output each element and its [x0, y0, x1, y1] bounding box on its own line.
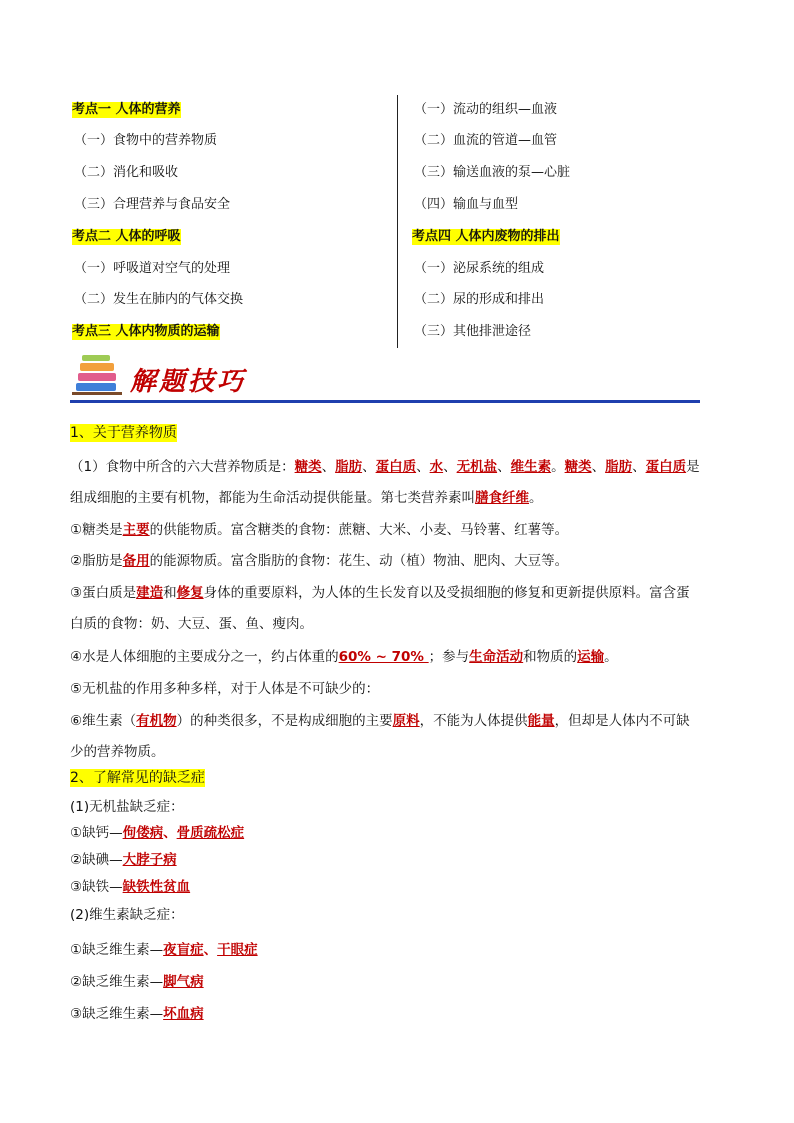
paragraph-nutrients	[70, 458, 700, 476]
paragraph-protein-line2: 白质的食物：奶、大豆、蛋、鱼、瘦肉。	[70, 616, 313, 632]
keyword: 大脖子病	[122, 852, 177, 868]
keyword: 能量	[527, 713, 555, 729]
text: ①缺乏维生素—	[70, 942, 164, 958]
text: ①糖类是	[70, 522, 123, 538]
text: 、	[497, 459, 511, 475]
keyword: 有机物	[136, 713, 177, 729]
keyword: 糖类	[294, 459, 322, 475]
text: ③缺乏维生素—	[70, 1006, 164, 1022]
keyword: 脚气病	[163, 974, 204, 990]
subheading-minerals: (1)无机盐缺乏症：	[70, 799, 184, 815]
paragraph-vitamins	[70, 712, 690, 730]
banner	[72, 353, 712, 403]
toc-subtopic: （二）发生在肺内的气体交换	[74, 292, 244, 307]
text: 身体的重要原料，为人体的生长发育以及受损细胞的修复和更新提供原料。富含蛋	[203, 585, 690, 601]
text: 、	[416, 459, 430, 475]
keyword: 维生素	[510, 459, 552, 475]
text: ，但却是人体内不可缺	[554, 713, 690, 729]
section-heading: 1、关于营养物质	[70, 425, 177, 441]
banner-title: 解题技巧	[130, 367, 247, 397]
keyword: 脂肪	[605, 459, 633, 475]
text: ，不能为人体提供	[419, 713, 528, 729]
deficiency-vitamin-a	[70, 941, 258, 959]
text: ③蛋白质是	[70, 585, 137, 601]
text: 。	[604, 649, 618, 665]
deficiency-calcium	[70, 824, 244, 842]
toc-subtopic: （一）呼吸道对空气的处理	[74, 261, 231, 276]
deficiency-vitamin-c	[70, 1005, 204, 1023]
keyword: 备用	[122, 553, 150, 569]
keyword: 运输	[577, 649, 605, 665]
text: 和物质的	[523, 649, 578, 665]
text: ③缺铁—	[70, 879, 123, 895]
keyword: 、	[163, 825, 177, 841]
toc-topic-heading: 考点一 人体的营养	[72, 102, 181, 117]
toc-subtopic: （四）输血与血型	[414, 197, 519, 212]
keyword: 干眼症	[217, 942, 258, 958]
keyword: 主要	[122, 522, 150, 538]
paragraph-fat	[70, 552, 568, 570]
subheading-vitamins: (2)维生素缺乏症：	[70, 907, 184, 923]
books-icon	[72, 353, 124, 397]
text: 、	[362, 459, 376, 475]
paragraph-minerals: ⑤无机盐的作用多种多样，对于人体是不可缺少的：	[70, 681, 380, 697]
text: 是	[686, 459, 700, 475]
paragraph-vitamins-line2: 少的营养物质。	[70, 744, 165, 760]
toc-subtopic: （三）输送血液的泵—心脏	[414, 165, 571, 180]
keyword: 建造	[136, 585, 164, 601]
text: （1）食物中所含的六大营养物质是：	[70, 459, 295, 475]
keyword: 缺铁性贫血	[122, 879, 191, 895]
keyword: 蛋白质	[375, 459, 417, 475]
toc-topic-heading: 考点三 人体内物质的运输	[72, 324, 220, 339]
toc-subtopic: （一）食物中的营养物质	[74, 133, 218, 148]
text: 的供能物质。富含糖类的食物：蔗糖、大米、小麦、马铃薯、红薯等。	[149, 522, 569, 538]
keyword: 生命活动	[469, 649, 524, 665]
text: ②缺碘—	[70, 852, 123, 868]
text: ⑥维生素（	[70, 713, 137, 729]
text: 和	[163, 585, 177, 601]
text: 的能源物质。富含脂肪的食物：花生、动（植）物油、肥肉、大豆等。	[149, 553, 569, 569]
text: ④水是人体细胞的主要成分之一，约占体重的	[70, 649, 339, 665]
keyword: 修复	[176, 585, 204, 601]
text: 组成细胞的主要有机物，都能为生命活动提供能量。第七类营养素叫	[70, 490, 475, 506]
keyword: 糖类	[564, 459, 592, 475]
toc-subtopic: （一）泌尿系统的组成	[414, 261, 545, 276]
keyword: 60% ~ 70%	[338, 649, 429, 665]
text: ②脂肪是	[70, 553, 123, 569]
toc-topic-heading: 考点四 人体内废物的排出	[412, 229, 560, 244]
section-heading: 2、了解常见的缺乏症	[70, 770, 205, 786]
keyword: 佝偻病	[122, 825, 164, 841]
toc-subtopic: （三）合理营养与食品安全	[74, 197, 231, 212]
toc-topic-heading: 考点二 人体的呼吸	[72, 229, 181, 244]
keyword: 骨质疏松症	[176, 825, 245, 841]
toc-subtopic: （一）流动的组织—血液	[414, 102, 558, 117]
deficiency-iodine	[70, 851, 177, 869]
text: 。	[551, 459, 565, 475]
toc-subtopic: （二）消化和吸收	[74, 165, 179, 180]
keyword: 膳食纤维	[475, 490, 529, 506]
text: ①缺钙—	[70, 825, 123, 841]
deficiency-iron	[70, 878, 190, 896]
keyword: 无机盐	[456, 459, 498, 475]
text: 。	[529, 490, 543, 506]
deficiency-vitamin-b	[70, 973, 204, 991]
text: ）的种类很多，不是构成细胞的主要	[176, 713, 393, 729]
toc-subtopic: （二）血流的管道—血管	[414, 133, 558, 148]
toc-subtopic: （三）其他排泄途径	[414, 324, 532, 339]
keyword: 夜盲症	[163, 942, 204, 958]
text: 、	[443, 459, 457, 475]
text: 、	[321, 459, 336, 475]
paragraph-water	[70, 648, 618, 666]
keyword: 蛋白质	[645, 459, 687, 475]
keyword: 水	[429, 459, 444, 475]
paragraph-sugar	[70, 521, 568, 539]
keyword: 脂肪	[335, 459, 363, 475]
text: ；参与	[428, 649, 470, 665]
paragraph-nutrients-line2	[70, 489, 543, 507]
text: 、	[591, 459, 606, 475]
keyword: 坏血病	[163, 1006, 204, 1022]
paragraph-protein	[70, 584, 690, 602]
keyword: 原料	[392, 713, 420, 729]
text: ②缺乏维生素—	[70, 974, 164, 990]
banner-underline	[70, 400, 700, 403]
toc-subtopic: （二）尿的形成和排出	[414, 292, 545, 307]
text: 、	[632, 459, 646, 475]
keyword: 、	[203, 942, 218, 958]
toc-divider	[397, 95, 398, 348]
